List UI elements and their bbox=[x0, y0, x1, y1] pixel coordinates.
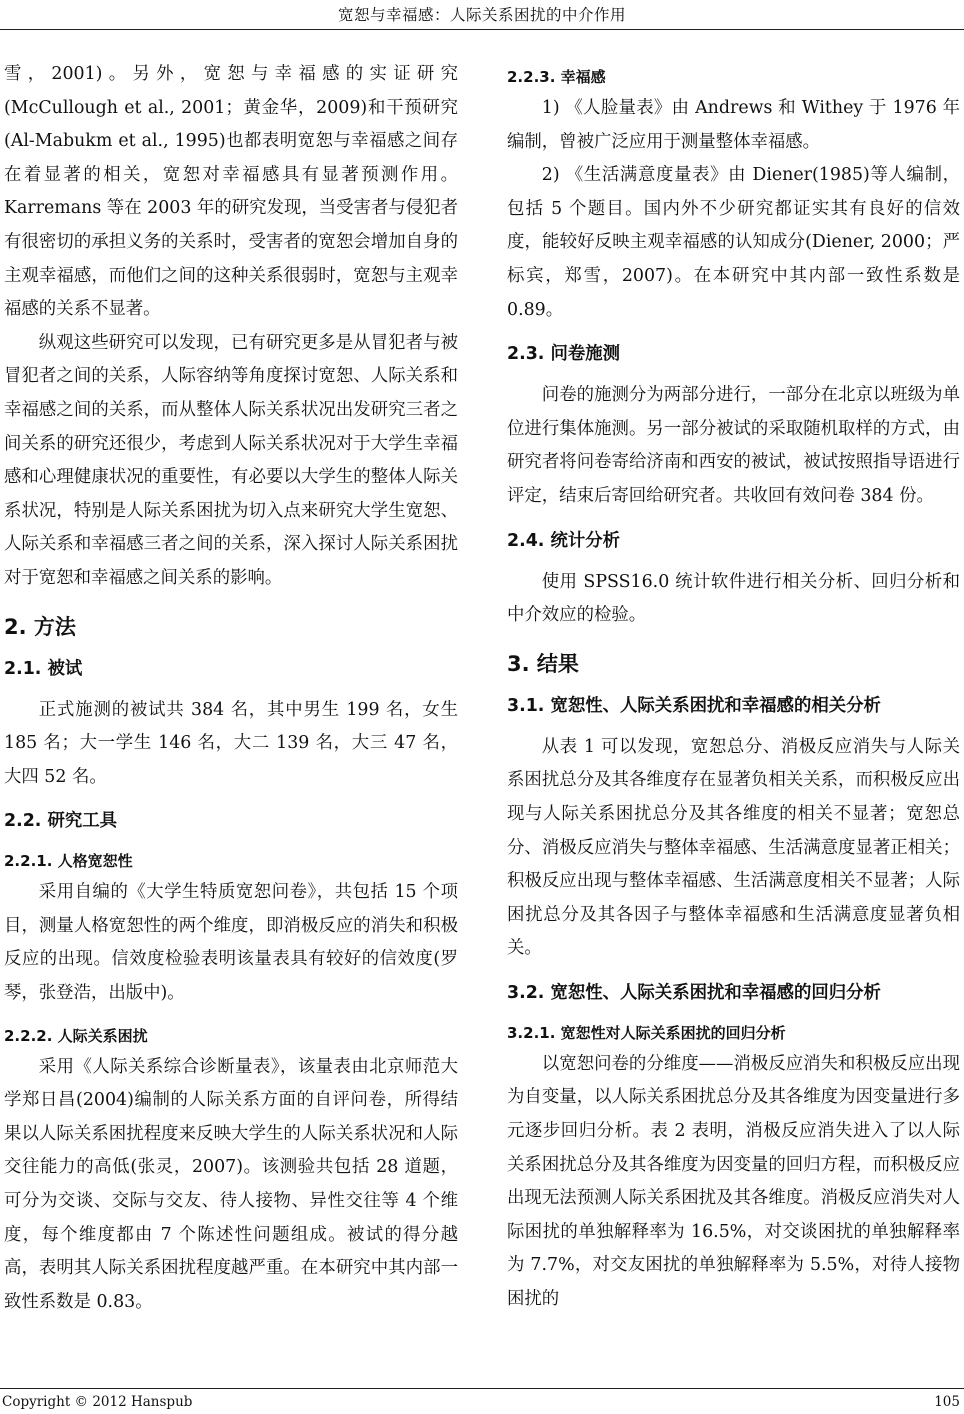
paragraph: 以宽恕问卷的分维度——消极反应消失和积极反应出现为自变量，以人际关系困扰总分及其各维度为因变量进行多元逐步回归分析。表 2 表明，消极反应消失进入了以人际关系困扰总分及其各维度为因变量的回归方程，而积极反应出现无法预测人际关系困扰及其各维度。消极反应消失对人际困扰的单独解释率为 16.5%，对交谈困扰的单独解释率为 7.7%，对交友困扰的单独解释率为 5.5%，对待人接物困扰的 bbox=[507, 1053, 960, 1310]
left-column bbox=[4, 58, 458, 1319]
paragraph: 从表 1 可以发现，宽恕总分、消极反应消失与人际关系困扰总分及其各维度存在显著负相关关系，而积极反应出现与人际关系困扰总分及其各维度的相关不显著；宽恕总分、消极反应消失与整体幸福感、生活满意度显著正相关；积极反应出现与整体幸福感、生活满意度相关不显著；人际困扰总分及其各因子与整体幸福感和生活满意度显著负相关。 bbox=[507, 736, 960, 959]
paragraph: 1) 《人脸量表》由 Andrews 和 Withey 于 1976 年编制，曾被广泛应用于测量整体幸福感。 bbox=[507, 98, 960, 152]
subsubsection-heading-regression-forgiveness: 3.2.1. 宽恕性对人际关系困扰的回归分析 bbox=[507, 1023, 786, 1042]
footer-copyright: Copyright © 2012 Hanspub bbox=[2, 1394, 193, 1410]
paragraph: 纵观这些研究可以发现，已有研究更多是从冒犯者与被冒犯者之间的关系，人际容纳等角度探讨宽恕、人际关系和幸福感之间的关系，而从整体人际关系状况出发研究三者之间关系的研究还很少，考虑到人际关系状况对于大学生幸福感和心理健康状况的重要性，有必要以大学生的整体人际关系状况，特别是人际关系困扰为切入点来研究大学生宽恕、人际关系和幸福感三者之间的关系，深入探讨人际关系困扰对于宽恕和幸福感之间关系的影响。 bbox=[4, 332, 458, 588]
subsection-heading-statistics: 2.4. 统计分析 bbox=[507, 530, 621, 551]
subsection-heading-administration: 2.3. 问卷施测 bbox=[507, 344, 621, 365]
paragraph: 使用 SPSS16.0 统计软件进行相关分析、回归分析和中介效应的检验。 bbox=[507, 571, 960, 626]
subsection-heading-participants: 2.1. 被试 bbox=[4, 658, 83, 679]
footer-rule bbox=[0, 1388, 964, 1389]
subsubsection-heading-forgiveness: 2.2.1. 人格宽恕性 bbox=[4, 852, 133, 871]
right-column bbox=[507, 62, 960, 1317]
section-heading-results: 3. 结果 bbox=[507, 651, 579, 676]
header-rule bbox=[0, 29, 964, 30]
section-heading-method: 2. 方法 bbox=[4, 614, 76, 639]
subsubsection-heading-wellbeing: 2.2.3. 幸福感 bbox=[507, 68, 606, 86]
paragraph: 正式施测的被试共 384 名，其中男生 199 名，女生 185 名；大一学生 146 名，大二 139 名，大三 47 名，大四 52 名。 bbox=[4, 699, 458, 787]
page-number: 105 bbox=[934, 1394, 960, 1410]
subsection-heading-regression: 3.2. 宽恕性、人际关系困扰和幸福感的回归分析 bbox=[507, 982, 881, 1003]
paragraph: 2) 《生活满意度量表》由 Diener(1985)等人编制，包括 5 个题目。国内外不少研究都证实其有良好的信效度，能较好反映主观幸福感的认知成分(Diener, 2000；严标宾，郑雪，2007)。在本研究中其内部一致性系数是 0.89。 bbox=[507, 165, 960, 320]
paragraph: 采用自编的《大学生特质宽恕问卷》，共包括 15 个项目，测量人格宽恕性的两个维度，即消极反应的消失和积极反应的出现。信效度检验表明该量表具有较好的信效度(罗琴，张登浩，出版中)。 bbox=[4, 882, 458, 1004]
subsection-heading-correlation: 3.1. 宽恕性、人际关系困扰和幸福感的相关分析 bbox=[507, 695, 881, 716]
subsubsection-heading-interpersonal: 2.2.2. 人际关系困扰 bbox=[4, 1026, 148, 1045]
paragraph: 雪，2001)。另外，宽恕与幸福感的实证研究(McCullough et al., 2001；黄金华，2009)和干预研究(Al-Mabukm et al., 1995)也都表明宽恕与幸福感之间存在着显著的相关，宽恕对幸福感具有显著预测作用。Karremans 等在 2003 年的研究发现，当受害者与侵犯者有很密切的承担义务的关系时，受害者的宽恕会增加自身的主观幸福感，而他们之间的这种关系很弱时，宽恕与主观幸福感的关系不显著。 bbox=[4, 64, 458, 320]
paragraph: 采用《人际关系综合诊断量表》，该量表由北京师范大学郑日昌(2004)编制的人际关系方面的自评问卷，所得结果以人际关系困扰程度来反映大学生的人际关系状况和人际交往能力的高低(张灵，2007)。该测验共包括 28 道题，可分为交谈、交际与交友、待人接物、异性交往等 4 个维度，每个维度都由 7 个陈述性问题组成。被试的得分越高，表明其人际关系困扰程度越严重。在本研究中其内部一致性系数是 0.83。 bbox=[4, 1056, 458, 1312]
paragraph: 问卷的施测分为两部分进行，一部分在北京以班级为单位进行集体施测。另一部分被试的采取随机取样的方式，由研究者将问卷寄给济南和西安的被试，被试按照指导语进行评定，结束后寄回给研究者。共收回有效问卷 384 份。 bbox=[507, 385, 960, 506]
running-header: 宽恕与幸福感：人际关系困扰的中介作用 bbox=[337, 6, 626, 24]
subsection-heading-instruments: 2.2. 研究工具 bbox=[4, 811, 118, 832]
